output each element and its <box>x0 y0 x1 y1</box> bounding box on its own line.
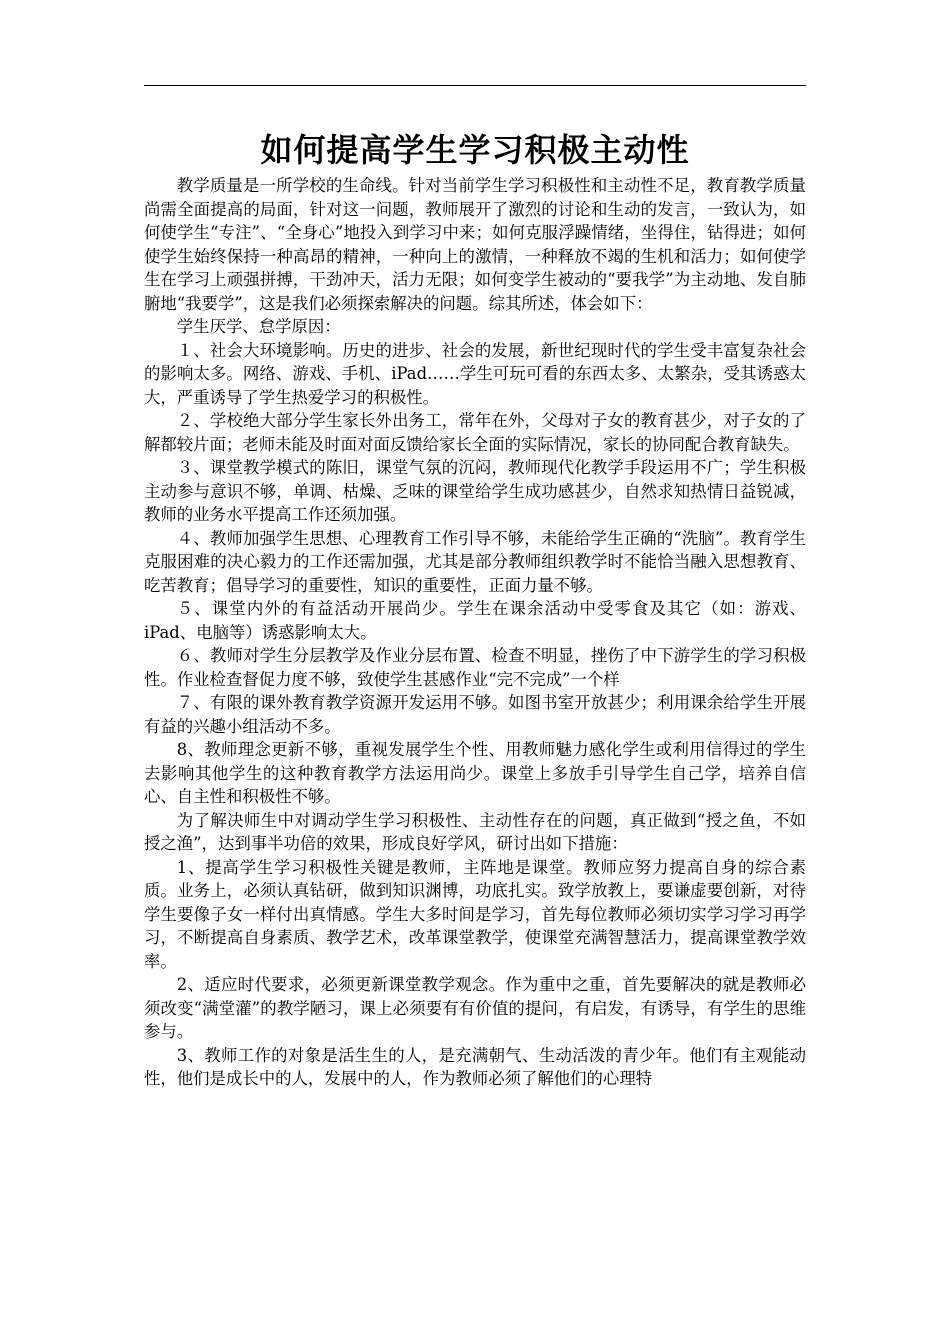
paragraph-cause-3: ３、课堂教学模式的陈旧，课堂气氛的沉闷，教师现代化教学手段运用不广；学生积极主动参与意识不够，单调、枯燥、乏味的课堂给学生成功感甚少，自然求知热情日益锐减，教师的业务水平提高工作还须加强。 <box>144 458 806 524</box>
paragraph-measure-3: 3、教师工作的对象是活生生的人，是充满朝气、生动活泼的青少年。他们有主观能动性，他们是成长中的人，发展中的人，作为教师必须了解他们的心理特 <box>144 1045 806 1088</box>
paragraph-cause-2: ２、学校绝大部分学生家长外出务工，常年在外，父母对子女的教育甚少，对子女的了解都较片面；老师未能及时面对面反馈给家长全面的实际情况，家长的协同配合教育缺失。 <box>144 411 806 454</box>
paragraph-measures-intro: 为了解决师生中对调动学生学习积极性、主动性存在的问题，真正做到“授之鱼，不如授之渔”，达到事半功倍的效果，形成良好学风，研讨出如下措施： <box>144 810 806 853</box>
paragraph-cause-1: １、社会大环境影响。历史的进步、社会的发展，新世纪现时代的学生受丰富复杂社会的影响太多。网络、游戏、手机、iPad……学生可玩可看的东西太多、太繁杂，受其诱惑太大，严重诱导了学生热爱学习的积极性。 <box>144 340 806 407</box>
page-title: 如何提高学生学习积极主动性 <box>260 131 690 169</box>
header-rule <box>144 85 806 86</box>
paragraph-measure-2: 2、适应时代要求，必须更新课堂教学观念。作为重中之重，首先要解决的就是教师必须改变“满堂灌”的教学陋习，课上必须要有有价值的提问，有启发，有诱导，有学生的思维参与。 <box>144 975 806 1041</box>
paragraph-cause-4: ４、教师加强学生思想、心理教育工作引导不够，未能给学生正确的“洗脑”。教育学生克服困难的决心毅力的工作还需加强，尤其是部分教师组织教学时不能恰当融入思想教育、吃苦教育；倡导学习的重要性，知识的重要性，正面力量不够。 <box>144 528 806 595</box>
document-body <box>144 174 806 1091</box>
paragraph-cause-6: ６、教师对学生分层教学及作业分层布置、检查不明显，挫伤了中下游学生的学习积极性。作业检查督促力度不够，致使学生甚感作业“完不完成”一个样 <box>144 646 806 689</box>
paragraph-cause-7: ７、有限的课外教育教学资源开发运用不够。如图书室开放甚少；利用课余给学生开展有益的兴趣小组活动不多。 <box>144 693 806 736</box>
paragraph-cause-5: ５、课堂内外的有益活动开展尚少。学生在课余活动中受零食及其它（如：游戏、iPad、电脑等）诱惑影响太大。 <box>144 599 806 642</box>
paragraph-intro: 教学质量是一所学校的生命线。针对当前学生学习积极性和主动性不足，教育教学质量尚需全面提高的局面，针对这一问题，教师展开了激烈的讨论和生动的发言，一致认为，如何使学生“专注”、“全身心”地投入到学习中来；如何克服浮躁情绪，坐得住，钻得进；如何使学生始终保持一种高昂的精神，一种向上的激情，一种释放不竭的生机和活力；如何使学生在学习上顽强拼搏，干劲冲天，活力无限；如何变学生被动的“要我学”为主动地、发自肺腑地“我要学”，这是我们必须探索解决的问题。综其所述，体会如下： <box>144 176 806 313</box>
paragraph-measure-1: 1、提高学生学习积极性关键是教师，主阵地是课堂。教师应努力提高自身的综合素质。业务上，必须认真钻研，做到知识渊博，功底扎实。致学放教上，要谦虚要创新，对待学生要像子女一样付出真情感。学生大多时间是学习，首先每位教师必须切实学习学习再学习，不断提高自身素质、教学艺术，改革课堂教学，使课堂充满智慧活力，提高课堂教学效率。 <box>144 857 806 971</box>
paragraph-causes-heading: 学生厌学、怠学原因： <box>176 317 341 336</box>
paragraph-cause-8: 8、教师理念更新不够，重视发展学生个性、用教师魅力感化学生或利用信得过的学生去影响其他学生的这种教育教学方法运用尚少。课堂上多放手引导学生自己学，培养自信心、自主性和积极性不够。 <box>144 740 806 806</box>
